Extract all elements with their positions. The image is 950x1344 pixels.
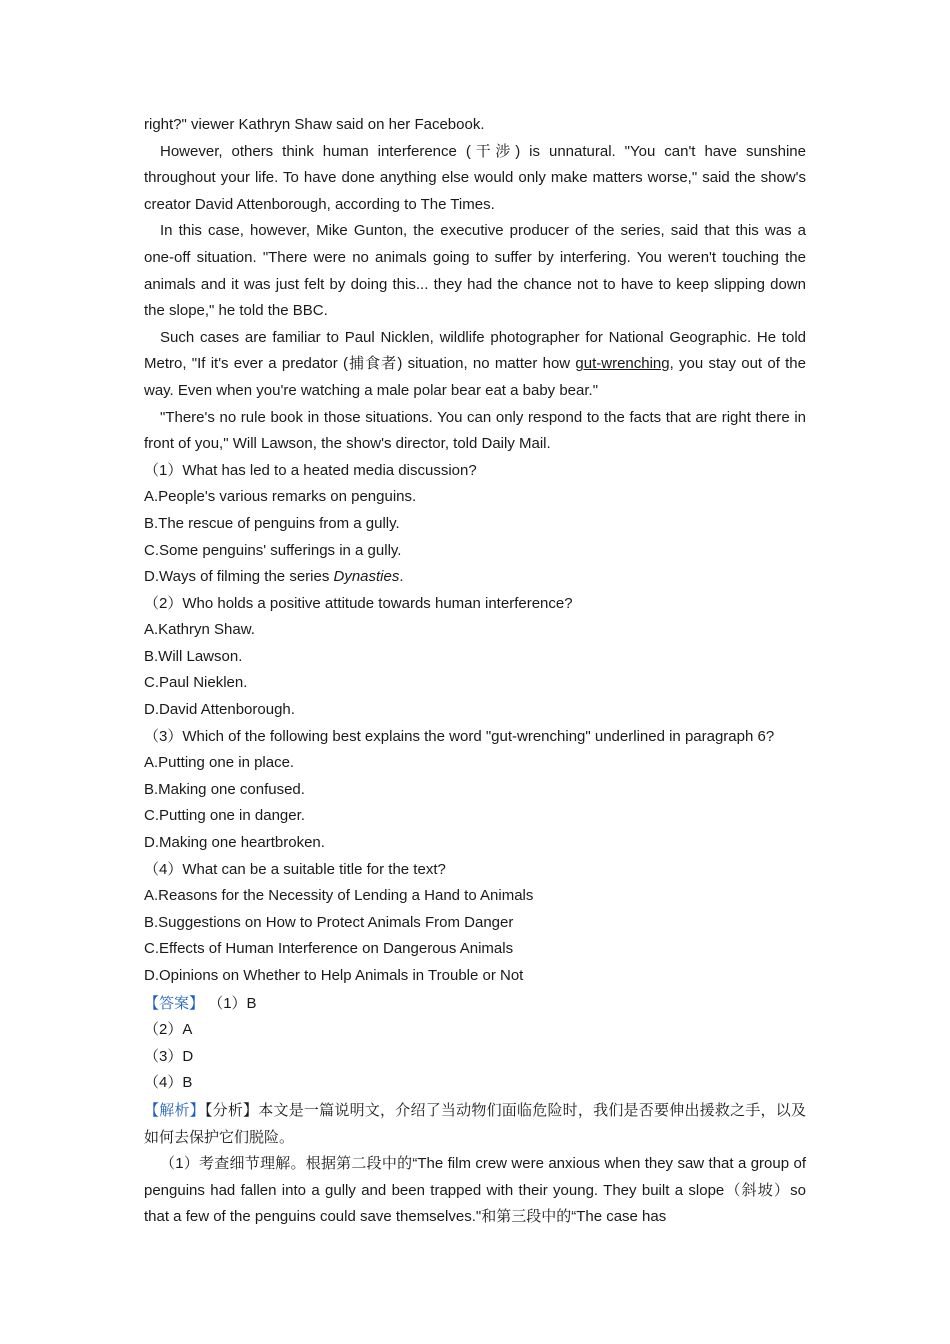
paragraph-nicklen: [144, 325, 806, 405]
paragraph-nicklen-start: Such cases are familiar to Paul Nicklen, wildlife photographer for National Geographic. He told Metro, "If it's ever a predator (捕食者) situation, no matter how: [144, 328, 806, 373]
answer-3: （3）D: [144, 1047, 194, 1065]
question-2-option-c: C.Paul Nieklen.: [144, 674, 248, 692]
question-1-option-c: C.Some penguins' sufferings in a gully.: [144, 541, 402, 559]
question-2-stem: （2）Who holds a positive attitude towards human interference?: [144, 594, 573, 612]
paragraph-interference: However, others think human interference (干涉) is unnatural. "You can't have sunshine throughout your life. To have done anything else would only make matters worse," said the show's creator David Attenborough, according to The Times.: [144, 142, 806, 213]
question-3-option-d: D.Making one heartbroken.: [144, 834, 325, 852]
answer-line-1: [144, 990, 806, 1018]
question-2-option-a: A.Kathryn Shaw.: [144, 621, 255, 639]
paragraph-lawson: "There's no rule book in those situations. You can only respond to the facts that are right there in front of you," Will Lawson, the show's director, told Daily Mail.: [144, 408, 806, 453]
analysis-intro: [144, 1097, 806, 1151]
question-1-option-d: [144, 564, 806, 591]
question-3-option-b: B.Making one confused.: [144, 780, 305, 798]
answer-2: （2）A: [144, 1021, 193, 1039]
question-3-option-c: C.Putting one in danger.: [144, 807, 305, 825]
underlined-word: gut-wrenching: [575, 355, 670, 373]
answer-1: （1）B: [208, 994, 257, 1012]
question-2-option-d: D.David Attenborough.: [144, 701, 295, 719]
analysis-detail: （1）考查细节理解。根据第二段中的“The film crew were anxious when they saw that a group of penguins had fallen into a gully and been trapped with their young. They built a slope（斜坡）so that a few of the penguins could save themselves."和第三段中的“The case has: [144, 1155, 806, 1226]
question-3-stem: （3）Which of the following best explains the word "gut-wrenching" underlined in paragraph 6?: [144, 727, 775, 745]
paragraph-gunton: In this case, however, Mike Gunton, the executive producer of the series, said that this was a one-off situation. "There were no animals going to suffer by interfering. You weren't touching the animals and it was just felt by doing this... they had the chance not to have to keep slipping down the slope," he told the BBC.: [144, 222, 806, 320]
question-4-stem: （4）What can be a suitable title for the text?: [144, 860, 446, 878]
answer-4: （4）B: [144, 1074, 193, 1092]
question-4-option-c: C.Effects of Human Interference on Dangerous Animals: [144, 940, 514, 958]
question-3-option-a: A.Putting one in place.: [144, 754, 295, 772]
question-1-stem: （1）What has led to a heated media discussion?: [144, 461, 477, 479]
option-d-prefix: D.Ways of filming the series: [144, 568, 334, 586]
question-4-option-d: D.Opinions on Whether to Help Animals in Trouble or Not: [144, 967, 524, 984]
question-4-option-b: B.Suggestions on How to Protect Animals From Danger: [144, 913, 514, 931]
analysis-label: 【解析】: [144, 1100, 205, 1119]
paragraph-nicklen-end: , you stay out of the way. Even when you're watching a male polar bear eat a baby bear.": [144, 355, 806, 399]
question-2-option-b: B.Will Lawson.: [144, 647, 243, 665]
option-d-italic: Dynasties: [333, 568, 400, 586]
paragraph-continuation: right?" viewer Kathryn Shaw said on her Facebook.: [144, 116, 485, 133]
answer-label: 【答案】: [144, 993, 205, 1012]
question-1-option-a: A.People's various remarks on penguins.: [144, 488, 417, 506]
question-1-option-b: B.The rescue of penguins from a gully.: [144, 514, 400, 532]
document-page: [144, 112, 806, 1231]
option-d-suffix: .: [399, 568, 404, 586]
analysis-intro-text: 【分析】本文是一篇说明文，介绍了当动物们面临危险时，我们是否要伸出援救之手，以及如何去保护它们脱险。: [144, 1101, 806, 1146]
question-4-option-a: A.Reasons for the Necessity of Lending a Hand to Animals: [144, 887, 534, 905]
